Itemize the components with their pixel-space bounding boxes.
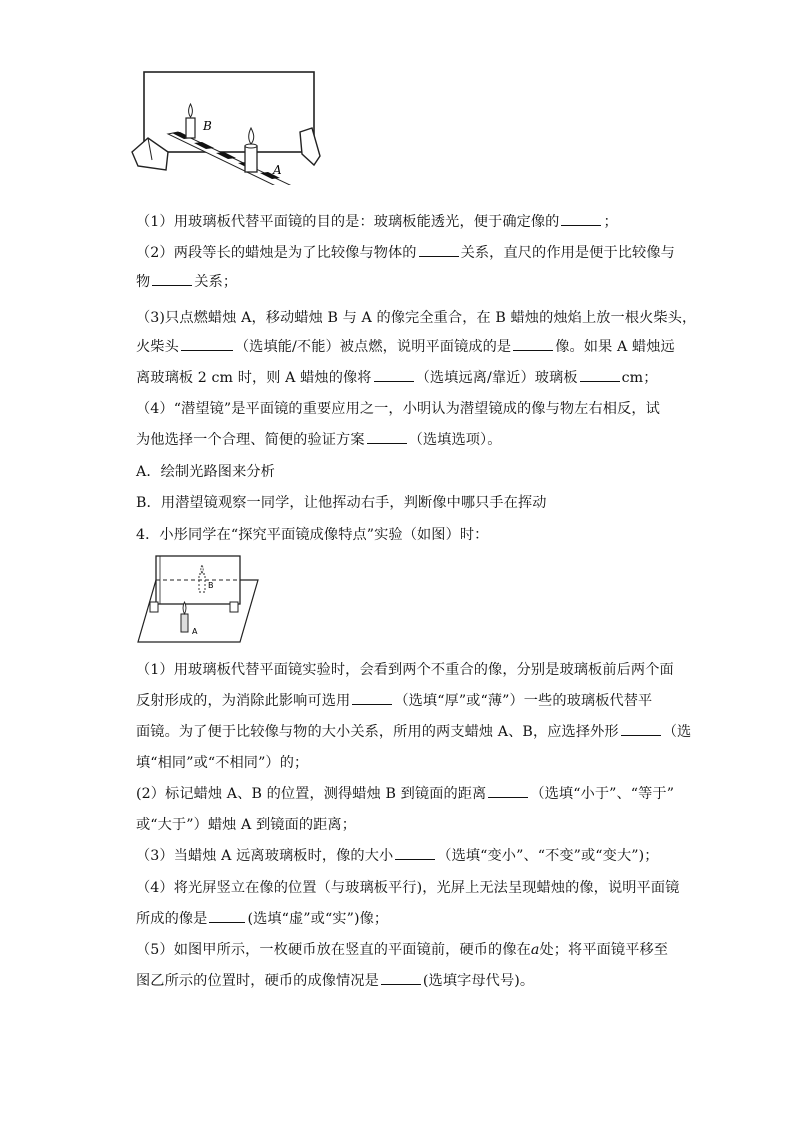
- answer-blank[interactable]: [209, 910, 245, 923]
- ruler: [168, 132, 292, 185]
- answer-blank[interactable]: [580, 369, 620, 382]
- q3-option-b: B．用潜望镜观察一同学，让他挥动右手，判断像中哪只手在挥动: [136, 495, 547, 511]
- answer-blank[interactable]: [367, 431, 407, 444]
- candle-b: [186, 104, 195, 138]
- q4-p1-line2: 反射形成的，为消除此影响可选用 （选填“厚”或“薄”）一些的玻璃板代替平: [136, 693, 653, 709]
- q4-p5-line2: 图乙所示的位置时，硬币的成像情况是 (选填字母代号)。: [136, 973, 535, 989]
- q4-p3: （3）当蜡烛 A 远离玻璃板时，像的大小 （选填“变小”、“不变”或“变大”)；: [136, 848, 659, 864]
- q4-title: 4．小彤同学在“探究平面镜成像特点”实验（如图）时：: [136, 527, 489, 543]
- label-b: B: [203, 119, 212, 133]
- q4-p1-line4: 填“相同”或“不相同”）的；: [136, 755, 309, 771]
- q4-p4-line2: 所成的像是 (选填“虚”或“实”)像；: [136, 911, 389, 927]
- q4-p5-line1: （5）如图甲所示，一枚硬币放在竖直的平面镜前，硬币的像在a处；将平面镜平移至: [136, 942, 669, 958]
- figure-glass-plate-candles: [130, 70, 325, 185]
- q3-p2-line2: 物 关系；: [136, 274, 238, 290]
- q3-p3-line1: （3)只点燃蜡烛 A，移动蜡烛 B 与 A 的像完全重合，在 B 蜡烛的烛焰上放一根火柴头，: [136, 310, 697, 326]
- answer-blank[interactable]: [621, 723, 661, 736]
- candle-a: [245, 128, 257, 172]
- answer-blank[interactable]: [181, 338, 233, 351]
- q4-p4-line1: （4）将光屏竖立在像的位置（与玻璃板平行)，光屏上无法呈现蜡烛的像，说明平面镜: [136, 880, 680, 896]
- answer-blank[interactable]: [352, 692, 392, 705]
- label-a: A: [273, 163, 282, 177]
- label-a: A: [192, 627, 198, 636]
- answer-blank[interactable]: [395, 847, 435, 860]
- q3-p2-line1: （2）两段等长的蜡烛是为了比较像与物体的 关系，直尺的作用是便于比较像与: [136, 245, 675, 261]
- answer-blank[interactable]: [419, 244, 459, 257]
- q3-option-a: A．绘制光路图来分析: [136, 464, 275, 480]
- q3-p4-line2: 为他选择一个合理、简便的验证方案 （选填选项）。: [136, 432, 502, 448]
- q3-p1: （1）用玻璃板代替平面镜的目的是：玻璃板能透光，便于确定像的 ；: [136, 214, 618, 230]
- q4-p1-line1: （1）用玻璃板代替平面镜实验时，会看到两个不重合的像，分别是玻璃板前后两个面: [136, 662, 674, 678]
- figure-mirror-experiment: [134, 552, 262, 648]
- answer-blank[interactable]: [513, 338, 553, 351]
- q3-p3-line3: 离玻璃板 2 cm 时，则 A 蜡烛的像将 （选填远离/靠近）玻璃板 cm；: [136, 370, 658, 386]
- q3-p4-line1: （4）“潜望镜”是平面镜的重要应用之一，小明认为潜望镜成的像与物左右相反，试: [136, 401, 660, 417]
- answer-blank[interactable]: [561, 213, 601, 226]
- q3-p3-line2: 火柴头 （选填能/不能）被点燃，说明平面镜成的是 像。如果 A 蜡烛远: [136, 339, 675, 355]
- answer-blank[interactable]: [381, 972, 421, 985]
- answer-blank[interactable]: [152, 273, 192, 286]
- q4-p2-line2: 或“大于”）蜡烛 A 到镜面的距离；: [136, 817, 357, 833]
- answer-blank[interactable]: [488, 785, 528, 798]
- answer-blank[interactable]: [374, 369, 414, 382]
- label-b: B: [208, 581, 214, 590]
- q4-p1-line3: 面镜。为了便于比较像与物的大小关系，所用的两支蜡烛 A、B，应选择外形 （选: [136, 724, 692, 740]
- q4-p2-line1: (2）标记蜡烛 A、B 的位置，测得蜡烛 B 到镜面的距离 （选填“小于”、“等于”: [136, 786, 675, 802]
